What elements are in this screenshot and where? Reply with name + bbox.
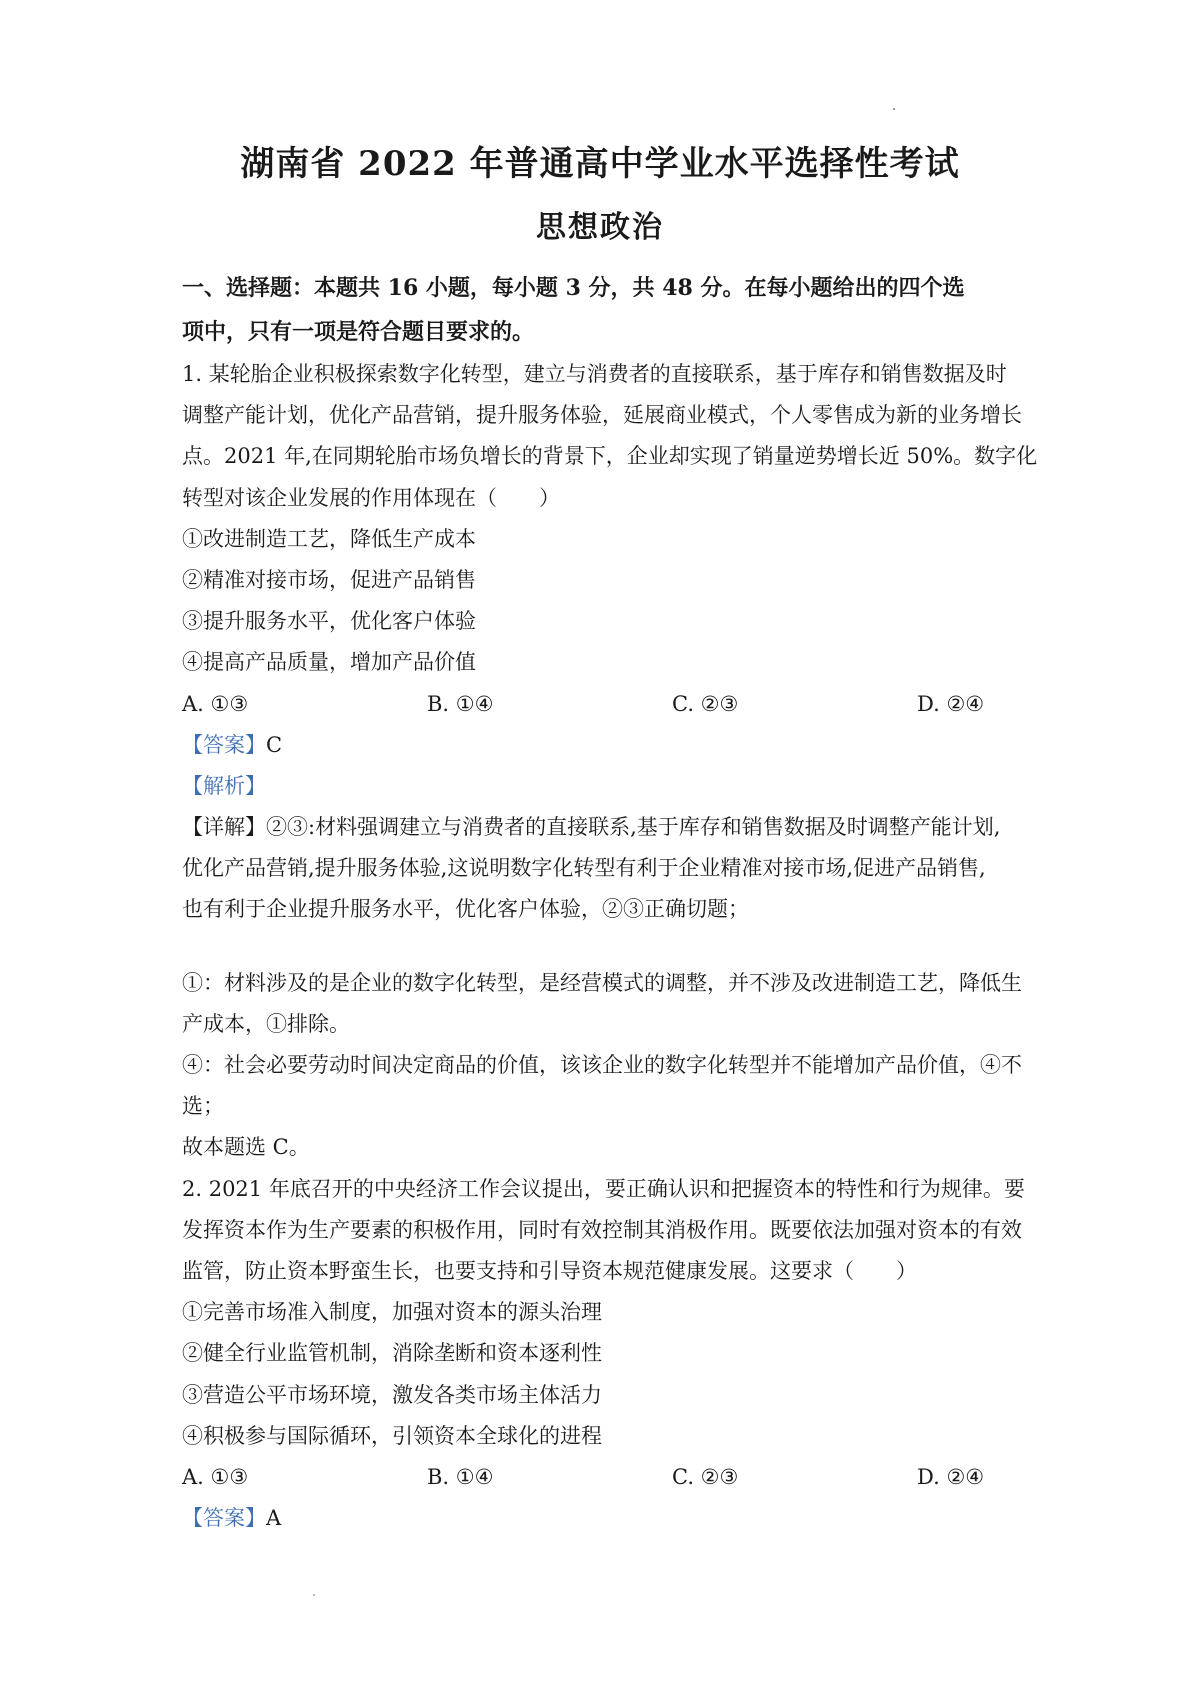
option-d: D. ②④	[917, 1464, 985, 1489]
q1-exclusion-line: ④：社会必要劳动时间决定商品的价值，该该企业的数字化转型并不能增加产品价值，④不	[182, 1053, 1022, 1077]
q2-stem-line: 2. 2021 年底召开的中央经济工作会议提出，要正确认识和把握资本的特性和行为规律。要	[182, 1176, 1025, 1201]
exam-title: 湖南省 2022 年普通高中学业水平选择性考试	[240, 144, 960, 184]
scan-speck	[893, 108, 895, 110]
q1-answer	[182, 725, 1028, 766]
q1-exclusion-line: 产成本，①排除。	[182, 1011, 350, 1036]
q1-stem-line: 调整产能计划，优化产品营销，提升服务体验，延展商业模式，个人零售成为新的业务增长	[182, 403, 1022, 428]
q1-detail-line: 也有利于企业提升服务水平，优化客户体验，②③正确切题；	[182, 897, 749, 922]
q1-stem-line: 点。2021 年,在同期轮胎市场负增长的背景下，企业却实现了销量逆势增长近 50%。数字化	[182, 444, 1038, 469]
q1-item: ③提升服务水平，优化客户体验	[182, 609, 476, 634]
q1-detail-line: 优化产品营销,提升服务体验,这说明数字化转型有利于企业精准对接市场,促进产品销售,	[182, 856, 986, 881]
q1-conclusion: 故本题选 C。	[182, 1135, 310, 1160]
q2-stem-line: 发挥资本作为生产要素的积极作用，同时有效控制其消极作用。既要依法加强对资本的有效	[182, 1217, 1022, 1242]
q1-item: ①改进制造工艺，降低生产成本	[182, 526, 476, 551]
q2-options	[182, 1457, 1028, 1498]
q2-item: ①完善市场准入制度，加强对资本的源头治理	[182, 1300, 602, 1325]
q2-item: ②健全行业监管机制，消除垄断和资本逐利性	[182, 1341, 602, 1366]
section-header-line: 项中，只有一项是符合题目要求的。	[182, 319, 535, 345]
answer-label: 【答案】	[182, 732, 266, 757]
answer-label: 【答案】	[182, 1506, 266, 1531]
exam-subject: 思想政治	[536, 210, 664, 245]
answer-value: A	[266, 1506, 282, 1531]
question-content	[182, 266, 1038, 1539]
q1-item: ②精准对接市场，促进产品销售	[182, 567, 476, 592]
q2-item: ③营造公平市场环境，激发各类市场主体活力	[182, 1382, 602, 1407]
spacer	[182, 931, 1028, 963]
analysis-label: 【解析】	[182, 773, 266, 798]
option-b: B. ①④	[427, 691, 494, 716]
option-c: C. ②③	[672, 1464, 739, 1489]
q1-detail	[182, 807, 1028, 848]
option-b: B. ①④	[427, 1464, 494, 1489]
answer-value: C	[266, 732, 283, 757]
option-d: D. ②④	[917, 691, 985, 716]
q1-stem-line: 转型对该企业发展的作用体现在（ ）	[182, 485, 560, 510]
q1-stem-line: 1. 某轮胎企业积极探索数字化转型，建立与消费者的直接联系，基于库存和销售数据及时	[182, 362, 1007, 386]
q1-options	[182, 684, 1028, 725]
option-a: A. ①③	[182, 691, 249, 716]
q1-exclusion-line: 选；	[182, 1094, 224, 1119]
option-a: A. ①③	[182, 1464, 249, 1489]
q2-stem-line: 监管，防止资本野蛮生长，也要支持和引导资本规范健康发展。这要求（ ）	[182, 1258, 917, 1283]
q1-analysis	[182, 766, 1028, 807]
q1-exclusion-line: ①：材料涉及的是企业的数字化转型，是经营模式的调整，并不涉及改进制造工艺，降低生	[182, 970, 1022, 995]
q2-item: ④积极参与国际循环，引领资本全球化的进程	[182, 1423, 602, 1448]
q2-answer	[182, 1498, 1028, 1539]
option-c: C. ②③	[672, 691, 739, 716]
q1-item: ④提高产品质量，增加产品价值	[182, 650, 476, 675]
section-header-line: 一、选择题：本题共 16 小题，每小题 3 分，共 48 分。在每小题给出的四个选	[182, 275, 965, 301]
detail-label: 【详解】	[182, 815, 266, 840]
scan-speck	[313, 1594, 315, 1596]
detail-text: ②③:材料强调建立与消费者的直接联系,基于库存和销售数据及时调整产能计划,	[266, 815, 1001, 840]
